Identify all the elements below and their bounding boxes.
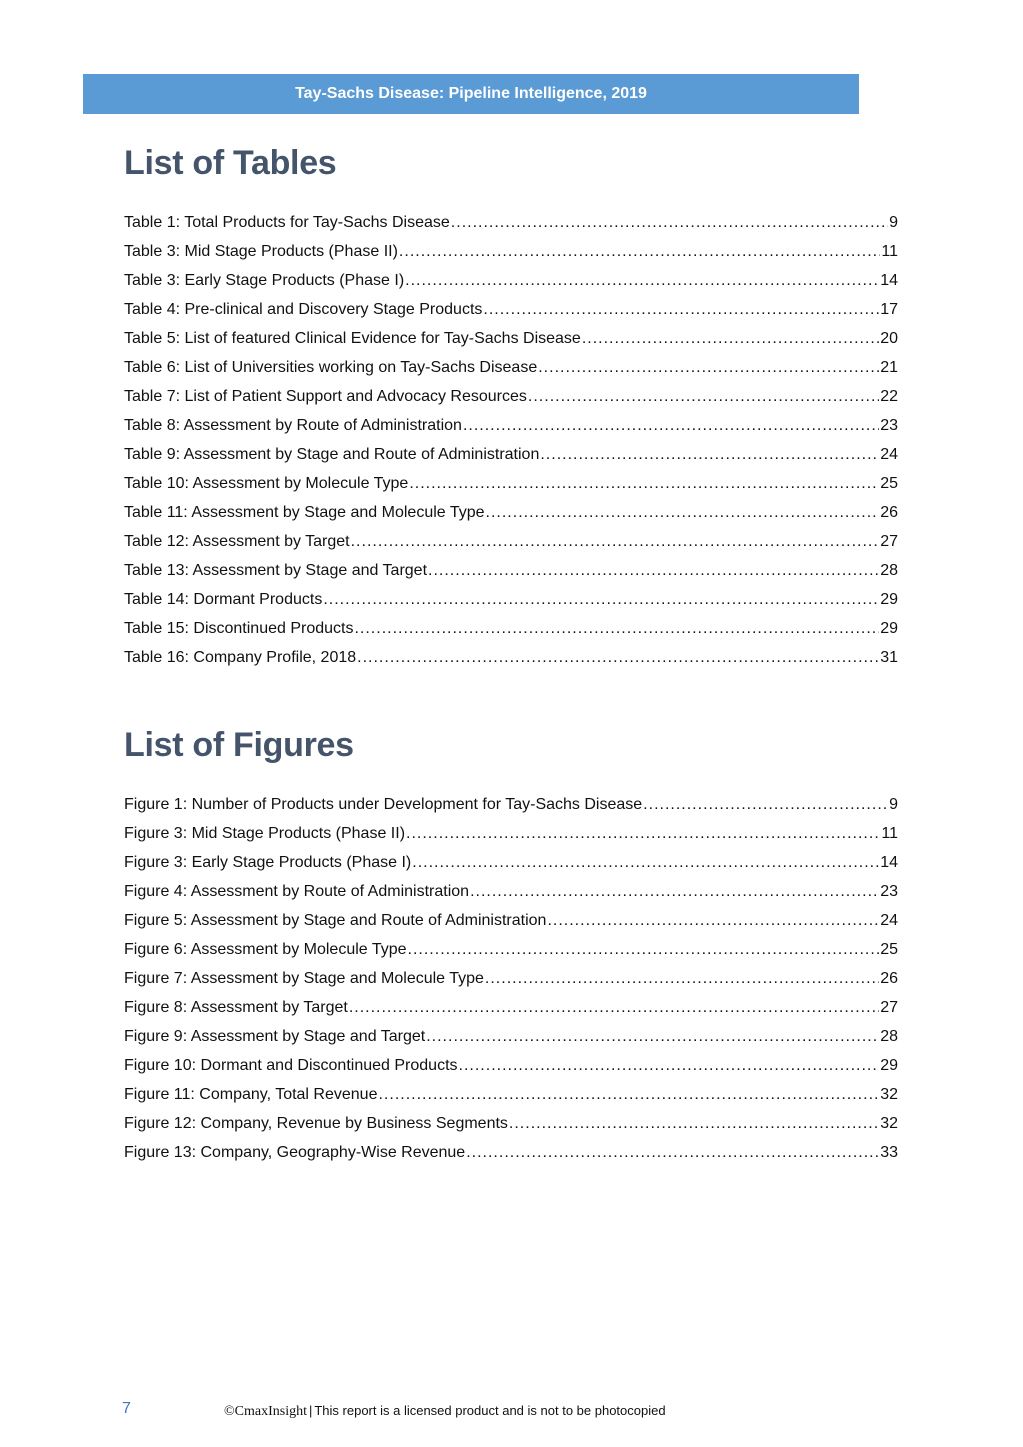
toc-entry-label: Table 15: Discontinued Products xyxy=(124,620,354,637)
dot-leader xyxy=(351,527,880,556)
toc-entry-table-10[interactable] xyxy=(124,469,898,498)
toc-entry-page: 26 xyxy=(880,970,898,987)
toc-entry-table-9[interactable] xyxy=(124,440,898,469)
toc-entry-table-8[interactable] xyxy=(124,411,898,440)
toc-entry-table-14[interactable] xyxy=(124,585,898,614)
toc-entry-table-7[interactable] xyxy=(124,382,898,411)
toc-entry-label: Table 5: List of featured Clinical Evidence for Tay-Sachs Disease xyxy=(124,330,581,347)
toc-entry-table-13[interactable] xyxy=(124,556,898,585)
toc-entry-label: Figure 3: Mid Stage Products (Phase II) xyxy=(124,825,406,842)
toc-entry-label: Table 1: Total Products for Tay-Sachs Disease xyxy=(124,214,450,231)
toc-entry-page: 11 xyxy=(881,825,898,842)
dot-leader xyxy=(409,469,879,498)
toc-entry-page: 23 xyxy=(880,883,898,900)
toc-entry-page: 31 xyxy=(880,649,898,666)
dot-leader xyxy=(547,906,879,935)
list-of-figures xyxy=(124,790,898,1167)
toc-entry-page: 20 xyxy=(880,330,898,347)
toc-entry-table-12[interactable] xyxy=(124,527,898,556)
toc-entry-page: 14 xyxy=(880,272,898,289)
toc-entry-page: 9 xyxy=(889,214,898,231)
toc-entry-label: Figure 1: Number of Products under Development for Tay-Sachs Disease xyxy=(124,796,643,813)
dot-leader xyxy=(323,585,879,614)
toc-entry-page: 23 xyxy=(880,417,898,434)
page-number: 7 xyxy=(122,1400,131,1417)
dot-leader xyxy=(463,411,879,440)
toc-entry-label: Table 3: Mid Stage Products (Phase II) xyxy=(124,243,398,260)
toc-entry-page: 27 xyxy=(880,533,898,550)
toc-entry-label: Figure 8: Assessment by Target xyxy=(124,999,348,1016)
toc-entry-figure-10[interactable] xyxy=(124,1051,898,1080)
list-of-figures-heading: List of Figures xyxy=(124,726,354,764)
toc-entry-page: 32 xyxy=(880,1086,898,1103)
toc-entry-page: 24 xyxy=(880,912,898,929)
dot-leader xyxy=(406,819,880,848)
toc-entry-page: 9 xyxy=(889,796,898,813)
toc-entry-page: 25 xyxy=(880,941,898,958)
toc-entry-table-3[interactable] xyxy=(124,266,898,295)
dot-leader xyxy=(349,993,879,1022)
dot-leader xyxy=(470,877,879,906)
toc-entry-figure-1[interactable] xyxy=(124,790,898,819)
toc-entry-page: 29 xyxy=(880,591,898,608)
copyright-notice xyxy=(224,1403,666,1420)
toc-entry-page: 24 xyxy=(880,446,898,463)
toc-entry-figure-6[interactable] xyxy=(124,935,898,964)
toc-entry-figure-4[interactable] xyxy=(124,877,898,906)
toc-entry-label: Table 8: Assessment by Route of Administration xyxy=(124,417,462,434)
toc-entry-label: Figure 13: Company, Geography-Wise Revenue xyxy=(124,1144,466,1161)
toc-entry-label: Table 10: Assessment by Molecule Type xyxy=(124,475,409,492)
toc-entry-label: Figure 5: Assessment by Stage and Route of Administration xyxy=(124,912,547,929)
dot-leader xyxy=(378,1080,879,1109)
report-header-title: Tay-Sachs Disease: Pipeline Intelligence, 2019 xyxy=(295,85,647,102)
toc-entry-figure-3[interactable] xyxy=(124,848,898,877)
toc-entry-page: 28 xyxy=(880,562,898,579)
dot-leader xyxy=(408,935,880,964)
toc-entry-table-15[interactable] xyxy=(124,614,898,643)
footer-separator: | xyxy=(308,1403,313,1418)
dot-leader xyxy=(483,295,879,324)
toc-entry-table-16[interactable] xyxy=(124,643,898,672)
toc-entry-label: Table 13: Assessment by Stage and Target xyxy=(124,562,428,579)
dot-leader xyxy=(643,790,888,819)
toc-entry-label: Figure 12: Company, Revenue by Business Segments xyxy=(124,1115,508,1132)
dot-leader xyxy=(412,848,879,877)
footer-notice-text: This report is a licensed product and is not to be photocopied xyxy=(314,1403,666,1418)
toc-entry-label: Figure 3: Early Stage Products (Phase I) xyxy=(124,854,412,871)
dot-leader xyxy=(451,208,888,237)
toc-entry-table-1[interactable] xyxy=(124,208,898,237)
dot-leader xyxy=(354,614,879,643)
toc-entry-page: 22 xyxy=(880,388,898,405)
toc-entry-figure-13[interactable] xyxy=(124,1138,898,1167)
page-footer xyxy=(0,1398,1023,1426)
dot-leader xyxy=(540,440,879,469)
toc-entry-page: 29 xyxy=(880,1057,898,1074)
toc-entry-page: 17 xyxy=(880,301,898,318)
toc-entry-table-6[interactable] xyxy=(124,353,898,382)
toc-entry-label: Figure 10: Dormant and Discontinued Products xyxy=(124,1057,458,1074)
dot-leader xyxy=(486,498,880,527)
toc-entry-label: Figure 6: Assessment by Molecule Type xyxy=(124,941,407,958)
toc-entry-page: 27 xyxy=(880,999,898,1016)
toc-entry-figure-9[interactable] xyxy=(124,1022,898,1051)
dot-leader xyxy=(509,1109,879,1138)
toc-entry-label: Table 11: Assessment by Stage and Molecule Type xyxy=(124,504,485,521)
dot-leader xyxy=(428,556,879,585)
toc-entry-page: 29 xyxy=(880,620,898,637)
toc-entry-table-11[interactable] xyxy=(124,498,898,527)
toc-entry-page: 33 xyxy=(880,1144,898,1161)
dot-leader xyxy=(582,324,879,353)
toc-entry-label: Table 3: Early Stage Products (Phase I) xyxy=(124,272,405,289)
dot-leader xyxy=(426,1022,879,1051)
toc-entry-label: Table 7: List of Patient Support and Advocacy Resources xyxy=(124,388,527,405)
toc-entry-label: Table 14: Dormant Products xyxy=(124,591,323,608)
toc-entry-page: 26 xyxy=(880,504,898,521)
dot-leader xyxy=(459,1051,880,1080)
dot-leader xyxy=(405,266,879,295)
toc-entry-table-2[interactable] xyxy=(124,237,898,266)
toc-entry-label: Table 6: List of Universities working on Tay-Sachs Disease xyxy=(124,359,538,376)
toc-entry-page: 11 xyxy=(881,243,898,260)
toc-entry-figure-11[interactable] xyxy=(124,1080,898,1109)
toc-entry-page: 28 xyxy=(880,1028,898,1045)
toc-entry-label: Table 4: Pre-clinical and Discovery Stage Products xyxy=(124,301,483,318)
toc-entry-label: Table 12: Assessment by Target xyxy=(124,533,350,550)
report-header-bar xyxy=(83,74,859,114)
footer-brand: ©CmaxInsight xyxy=(224,1404,307,1419)
list-of-tables-heading: List of Tables xyxy=(124,144,337,182)
toc-entry-label: Figure 4: Assessment by Route of Administration xyxy=(124,883,470,900)
toc-entry-label: Figure 9: Assessment by Stage and Target xyxy=(124,1028,426,1045)
dot-leader xyxy=(466,1138,879,1167)
toc-entry-label: Table 9: Assessment by Stage and Route of Administration xyxy=(124,446,540,463)
dot-leader xyxy=(485,964,879,993)
toc-entry-page: 25 xyxy=(880,475,898,492)
toc-entry-page: 21 xyxy=(880,359,898,376)
toc-entry-figure-5[interactable] xyxy=(124,906,898,935)
toc-entry-figure-12[interactable] xyxy=(124,1109,898,1138)
toc-entry-label: Figure 7: Assessment by Stage and Molecule Type xyxy=(124,970,484,987)
dot-leader xyxy=(357,643,879,672)
list-of-tables xyxy=(124,208,898,672)
toc-entry-table-5[interactable] xyxy=(124,324,898,353)
toc-entry-page: 32 xyxy=(880,1115,898,1132)
toc-entry-table-4[interactable] xyxy=(124,295,898,324)
dot-leader xyxy=(399,237,880,266)
dot-leader xyxy=(528,382,879,411)
toc-entry-figure-7[interactable] xyxy=(124,964,898,993)
toc-entry-label: Figure 11: Company, Total Revenue xyxy=(124,1086,378,1103)
toc-entry-figure-8[interactable] xyxy=(124,993,898,1022)
toc-entry-page: 14 xyxy=(880,854,898,871)
dot-leader xyxy=(538,353,879,382)
toc-entry-label: Table 16: Company Profile, 2018 xyxy=(124,649,357,666)
toc-entry-figure-2[interactable] xyxy=(124,819,898,848)
